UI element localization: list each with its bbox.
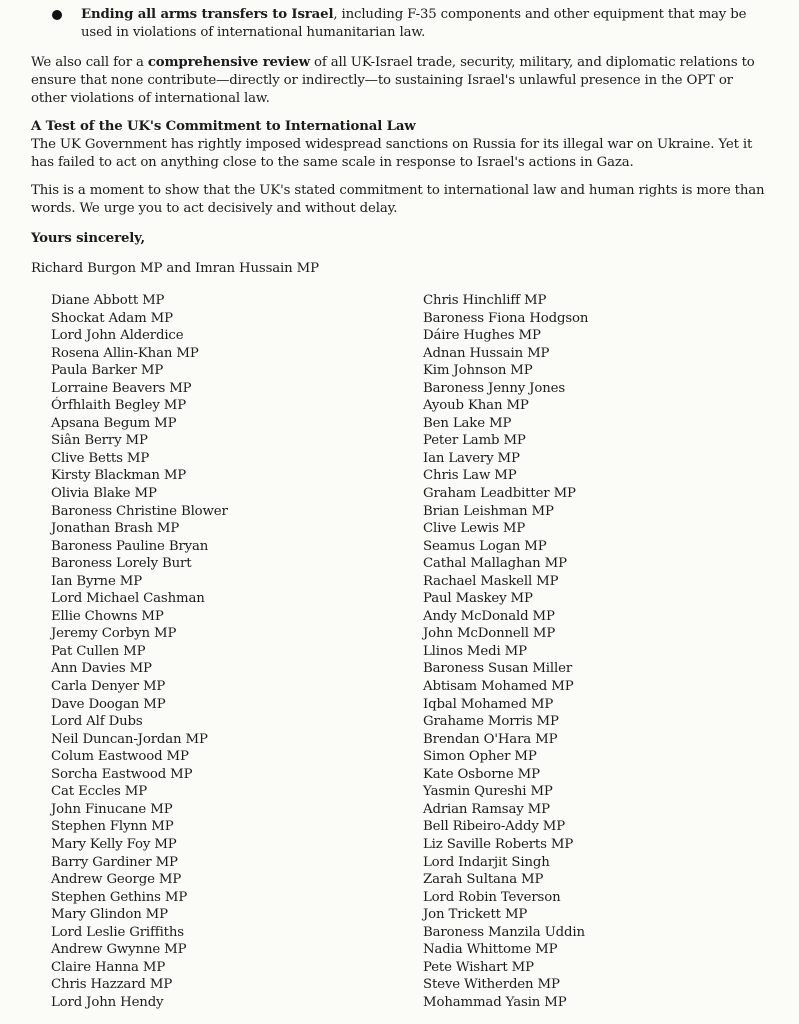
signatory-name: Colum Eastwood MP	[51, 749, 189, 765]
bullet-item-arms-transfers	[52, 6, 767, 42]
signatory-name: Shockat Adam MP	[51, 310, 173, 326]
signatory-name: Clive Betts MP	[51, 450, 150, 466]
signatory-name: Lord John Alderdice	[51, 328, 184, 344]
signatory-name: Jeremy Corbyn MP	[51, 626, 177, 642]
signatory-name: Órfhlaith Begley MP	[51, 398, 187, 414]
letter-authors: Richard Burgon MP and Imran Hussain MP	[31, 261, 319, 276]
signatory-name: Baroness Fiona Hodgson	[423, 310, 589, 326]
signatory-name: Llinos Medi MP	[423, 643, 527, 659]
signatory-name: Chris Hazzard MP	[51, 977, 173, 993]
signatory-name: Apsana Begum MP	[51, 415, 177, 431]
bullet-lead: Ending all arms transfers to Israel	[81, 7, 334, 22]
signatory-name: Lord John Hendy	[51, 994, 164, 1010]
signatory-name: Liz Saville Roberts MP	[423, 836, 574, 852]
signatory-name: Abtisam Mohamed MP	[423, 679, 574, 695]
signatory-name: Seamus Logan MP	[423, 538, 547, 554]
signatory-name: Adrian Ramsay MP	[423, 801, 550, 817]
signatory-name: Ian Byrne MP	[51, 573, 143, 589]
review-pre: We also call for a	[31, 55, 148, 70]
signatory-name: Ellie Chowns MP	[51, 608, 164, 624]
signatory-name: Cat Eccles MP	[51, 784, 148, 800]
closing-salutation: Yours sincerely,	[31, 231, 145, 246]
signatory-name: Siân Berry MP	[51, 433, 148, 449]
signatory-name: Sorcha Eastwood MP	[51, 766, 193, 782]
bullet-text	[81, 6, 767, 42]
signatory-name: Dáire Hughes MP	[423, 328, 541, 344]
signatories-list	[31, 292, 767, 1011]
signatory-name: Graham Leadbitter MP	[423, 486, 576, 502]
signatory-name: Lord Indarjit Singh	[423, 854, 550, 870]
signatory-name: Barry Gardiner MP	[51, 854, 178, 870]
signatory-name: Baroness Christine Blower	[51, 503, 228, 519]
signatory-name: Lorraine Beavers MP	[51, 380, 192, 396]
signatory-name: Ian Lavery MP	[423, 450, 520, 466]
signatory-name: Ann Davies MP	[51, 661, 152, 677]
signatory-name: Baroness Lorely Burt	[51, 556, 192, 572]
signatory-name: Baroness Susan Miller	[423, 661, 573, 677]
signatory-name: Diane Abbott MP	[51, 293, 165, 308]
signatory-name: Jon Trickett MP	[423, 907, 528, 923]
signatory-name: Kim Johnson MP	[423, 363, 533, 379]
signatory-name: Zarah Sultana MP	[423, 872, 544, 888]
section-paragraph-2: This is a moment to show that the UK's stated commitment to international law and human rights is more than words. We urge you to act decisively and without delay.	[31, 183, 765, 216]
signatory-name: Cathal Mallaghan MP	[423, 556, 567, 572]
signatory-name: Yasmin Qureshi MP	[423, 784, 553, 800]
signatory-name: Clive Lewis MP	[423, 521, 526, 537]
signatory-name: Bell Ribeiro-Addy MP	[423, 819, 566, 835]
signatory-name: Rosena Allin-Khan MP	[51, 345, 199, 361]
bullet-icon	[52, 10, 62, 20]
signatory-name: Jonathan Brash MP	[51, 521, 180, 537]
signatory-name: Steve Witherden MP	[423, 977, 560, 993]
signatory-name: Chris Hinchliff MP	[423, 293, 547, 308]
signatory-name: Mary Kelly Foy MP	[51, 836, 177, 852]
signatory-name: Grahame Morris MP	[423, 714, 559, 730]
signatory-name: Iqbal Mohamed MP	[423, 696, 554, 712]
review-paragraph	[31, 54, 767, 108]
signatory-name: John McDonnell MP	[423, 626, 556, 642]
signatory-name: Andy McDonald MP	[423, 608, 555, 624]
signatory-name: Brian Leishman MP	[423, 503, 554, 519]
signatory-name: Rachael Maskell MP	[423, 573, 559, 589]
signatory-name: Ben Lake MP	[423, 415, 512, 431]
signatory-name: Paul Maskey MP	[423, 591, 533, 607]
signatory-name: Brendan O'Hara MP	[423, 731, 558, 747]
signatory-name: Carla Denyer MP	[51, 679, 166, 695]
signatory-name: Baroness Manzila Uddin	[423, 924, 585, 940]
section-heading: A Test of the UK's Commitment to International Law	[31, 119, 416, 134]
signatory-name: Andrew George MP	[51, 872, 182, 888]
signatory-name: Neil Duncan-Jordan MP	[51, 731, 208, 747]
signatory-name: Paula Barker MP	[51, 363, 164, 379]
signatory-name: Stephen Flynn MP	[51, 819, 174, 835]
signatory-name: Kirsty Blackman MP	[51, 468, 187, 484]
bullet-rest: , including F-35 components and other equipment that may be used in violations of international humanitarian law.	[81, 7, 747, 40]
signatory-name: Lord Leslie Griffiths	[51, 924, 184, 940]
review-post: of all UK-Israel trade, security, military, and diplomatic relations to ensure that none contribute—directly or indirectly—to sustaining Israel's unlawful presence in the OPT or other violations of international law.	[31, 55, 755, 106]
signatory-name: Peter Lamb MP	[423, 433, 526, 449]
signatory-name: Mary Glindon MP	[51, 907, 168, 923]
signatory-name: Lord Alf Dubs	[51, 714, 143, 730]
signatories-left-column	[51, 292, 423, 1011]
signatory-name: Nadia Whittome MP	[423, 942, 558, 958]
signatory-name: Lord Robin Teverson	[423, 889, 561, 905]
signatory-name: Baroness Pauline Bryan	[51, 538, 209, 554]
signatory-name: John Finucane MP	[51, 801, 173, 817]
signatory-name: Chris Law MP	[423, 468, 517, 484]
signatory-name: Adnan Hussain MP	[423, 345, 550, 361]
signatory-name: Stephen Gethins MP	[51, 889, 188, 905]
signatory-name: Pat Cullen MP	[51, 643, 146, 659]
signatory-name: Baroness Jenny Jones	[423, 380, 566, 396]
review-bold: comprehensive review	[147, 55, 310, 70]
signatory-name: Andrew Gwynne MP	[51, 942, 187, 958]
signatories-right-column	[423, 292, 763, 1011]
signatory-name: Olivia Blake MP	[51, 486, 157, 502]
signatory-name: Simon Opher MP	[423, 749, 537, 765]
signatory-name: Ayoub Khan MP	[423, 398, 529, 414]
signatory-name: Dave Doogan MP	[51, 696, 166, 712]
signatory-name: Kate Osborne MP	[423, 766, 540, 782]
section-paragraph-1: The UK Government has rightly imposed widespread sanctions on Russia for its illegal war on Ukraine. Yet it has failed to act on anything close to the same scale in response to Israel's actions in Gaza.	[31, 137, 753, 170]
signatory-name: Claire Hanna MP	[51, 959, 166, 975]
signatory-name: Lord Michael Cashman	[51, 591, 205, 607]
signatory-name: Pete Wishart MP	[423, 959, 534, 975]
signatory-name: Mohammad Yasin MP	[423, 994, 567, 1010]
